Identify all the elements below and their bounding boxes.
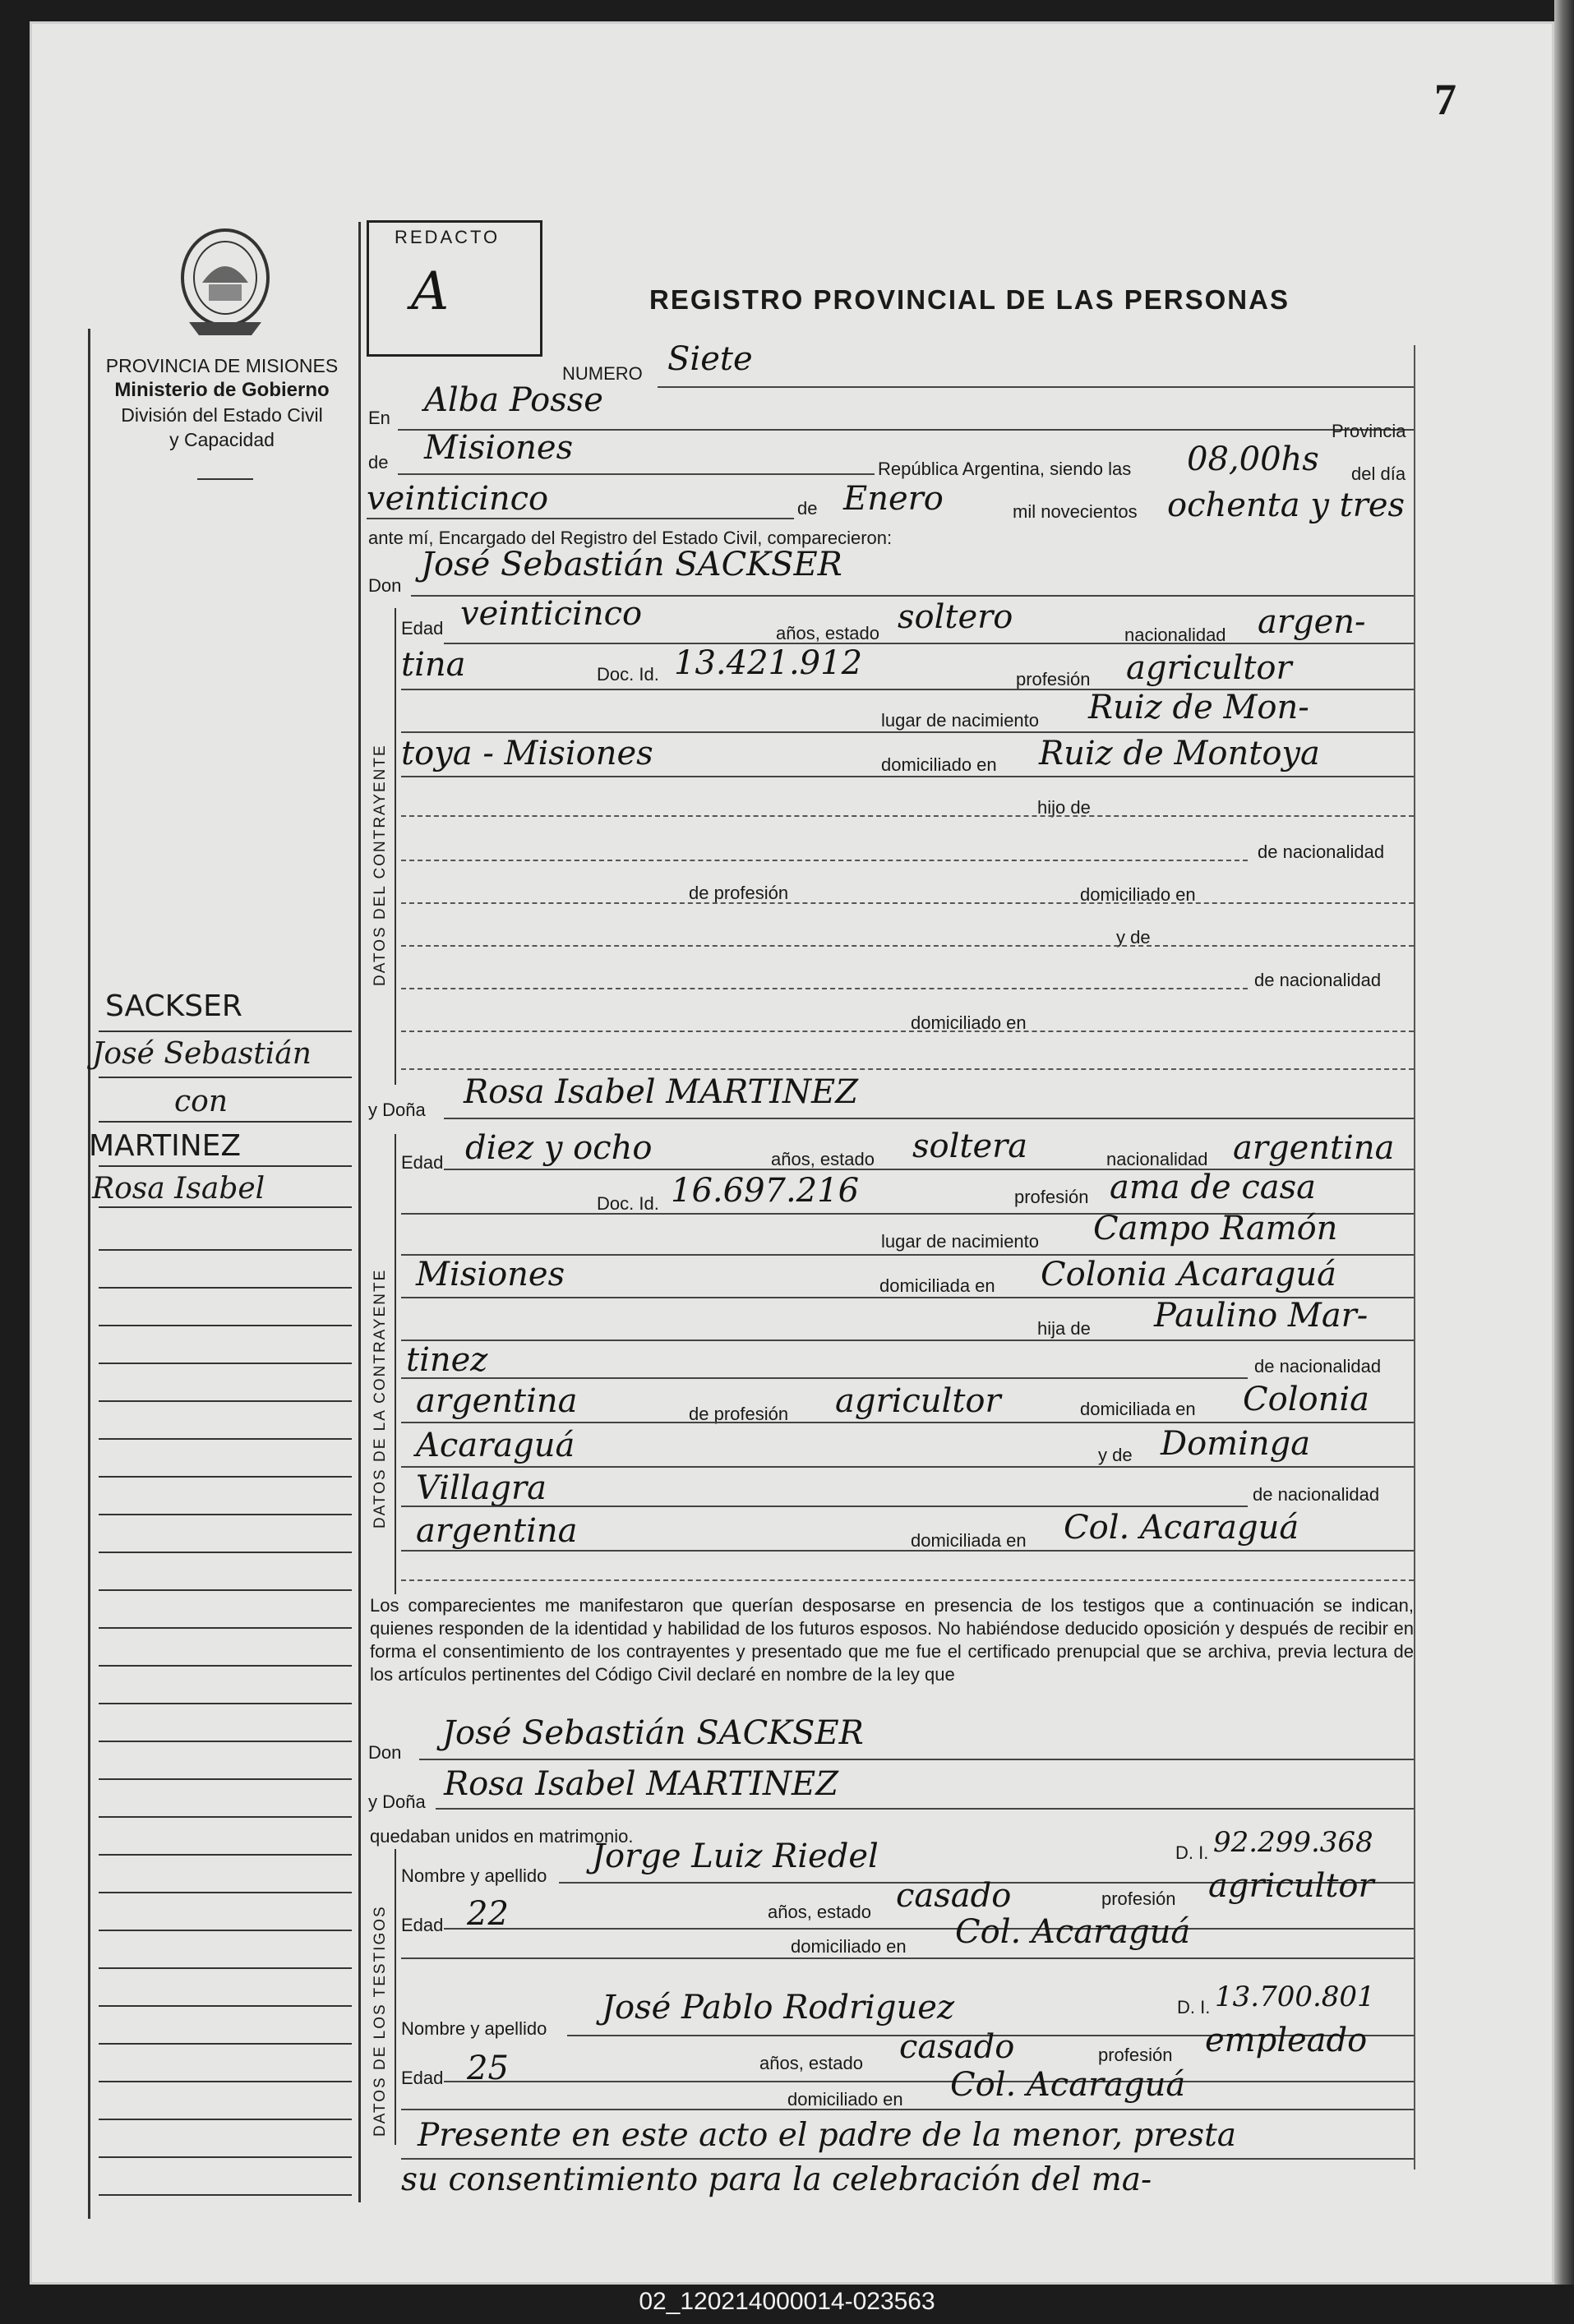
margin-rule xyxy=(99,1325,352,1326)
witness1-profession: agricultor xyxy=(1208,1867,1374,1905)
field-line xyxy=(401,1506,1248,1507)
domiciliada-en-label-2: domiciliada en xyxy=(911,1530,1027,1551)
de-nacionalidad-label: de nacionalidad xyxy=(1258,842,1385,862)
note-line-2: su consentimiento para la celebración del ma- xyxy=(401,2161,1152,2198)
field-line xyxy=(444,2081,1414,2082)
margin-rule xyxy=(99,1816,352,1818)
margin-rule xyxy=(99,1552,352,1553)
witness2-profession: empleado xyxy=(1205,2022,1368,2059)
localidad-value: Alba Posse xyxy=(424,381,603,419)
mother-domicile: Col. Acaraguá xyxy=(1064,1509,1299,1547)
father-domicile-2: Acaraguá xyxy=(416,1427,575,1464)
groom-birthplace-2: toya - Misiones xyxy=(401,735,653,772)
dia-value: veinticinco xyxy=(367,480,549,518)
margin-rule xyxy=(99,1589,352,1591)
lugar-label: lugar de nacimiento xyxy=(881,1231,1040,1252)
field-line xyxy=(444,1928,1414,1930)
anos-estado-label: años, estado xyxy=(759,2053,863,2073)
groom-name: José Sebastián SACKSER xyxy=(421,546,842,583)
margin-con: con xyxy=(174,1085,228,1118)
field-line xyxy=(401,988,1248,989)
y-de-label: y de xyxy=(1116,927,1151,948)
field-line xyxy=(401,731,1414,733)
field-line xyxy=(401,945,1414,947)
division-name: División del Estado Civil xyxy=(121,404,323,426)
father-name: Paulino Mar- xyxy=(1154,1297,1369,1335)
groom-name-declared: José Sebastián SACKSER xyxy=(442,1714,864,1752)
margin-surname-groom: SACKSER xyxy=(105,989,242,1023)
margin-rule xyxy=(99,1892,352,1893)
field-line xyxy=(401,860,1248,861)
dona-label: y Doña xyxy=(368,1100,426,1120)
groom-doc: 13.421.912 xyxy=(674,644,863,682)
groom-profession: agricultor xyxy=(1126,649,1292,687)
margin-border xyxy=(88,329,90,2219)
province-name: PROVINCIA DE MISIONES xyxy=(105,355,339,376)
field-line xyxy=(436,1808,1414,1810)
groom-age: veinticinco xyxy=(460,595,643,633)
redacto-label: REDACTO xyxy=(395,227,501,247)
margin-rule xyxy=(99,2194,352,2196)
groom-nationality: argen- xyxy=(1258,603,1366,641)
edad-label: Edad xyxy=(401,618,444,639)
field-line xyxy=(401,1068,1414,1070)
page-number: 7 xyxy=(1434,75,1456,124)
profesion-label: profesión xyxy=(1101,1888,1176,1909)
scan-footer xyxy=(0,2285,1574,2324)
nacionalidad-label: nacionalidad xyxy=(1106,1149,1208,1169)
redacto-initials: A xyxy=(411,261,450,322)
edad-label: Edad xyxy=(401,1915,444,1935)
profesion-label: profesión xyxy=(1014,1187,1089,1207)
witness2-age: 25 xyxy=(467,2050,509,2087)
domiciliada-en-label: domiciliada en xyxy=(1080,1399,1196,1419)
section-bracket xyxy=(395,1849,396,2145)
field-line xyxy=(444,1118,1414,1119)
numero-label: NUMERO xyxy=(562,363,643,384)
margin-rule xyxy=(99,1741,352,1742)
field-line xyxy=(401,815,1414,817)
field-line xyxy=(444,643,1414,644)
republica-label: República Argentina, siendo las xyxy=(878,459,1132,479)
field-line xyxy=(401,1550,1414,1552)
provincia-value: Misiones xyxy=(424,429,574,467)
margin-rule xyxy=(99,2081,352,2082)
en-label: En xyxy=(368,408,390,428)
bride-profession: ama de casa xyxy=(1110,1169,1316,1206)
margin-rule xyxy=(99,1077,352,1078)
margin-rule xyxy=(99,1287,352,1289)
edad-label: Edad xyxy=(401,2068,444,2088)
margin-rule xyxy=(99,1778,352,1780)
field-line xyxy=(401,776,1414,777)
anio-value: ochenta y tres xyxy=(1167,486,1406,524)
anos-estado-label: años, estado xyxy=(776,623,879,643)
field-line xyxy=(401,1579,1414,1581)
field-line xyxy=(401,1031,1414,1032)
margin-rule xyxy=(99,1400,352,1402)
edad-label: Edad xyxy=(401,1152,444,1173)
mes-value: Enero xyxy=(843,480,944,518)
declaration-text: Los comparecientes me manifestaron que querían desposarse en presencia de los testigos que a continuación se indican, quienes responden de la identidad y habilidad de los futuros esposos. No habiéndose deducido oposición y después de recibir en forma el consentimiento de los contrayentes y presentado que me fue el certificado prenupcial que se archiva, previa lectura de los artículos pertinentes del Código Civil declaré en nombre de la ley que xyxy=(370,1595,1414,1685)
witness2-name: José Pablo Rodriguez xyxy=(602,1989,955,2027)
bride-name-declared: Rosa Isabel MARTINEZ xyxy=(444,1765,838,1803)
margin-rule xyxy=(99,1665,352,1667)
field-line xyxy=(398,473,875,475)
margin-rule xyxy=(99,1514,352,1515)
field-line xyxy=(401,1466,1414,1468)
domiciliado-en-label: domiciliado en xyxy=(1080,884,1196,905)
hijo-label: hijo de xyxy=(1037,797,1091,818)
profesion-label: profesión xyxy=(1098,2045,1173,2065)
field-line xyxy=(401,1957,1414,1959)
domiciliado-en-label-2: domiciliado en xyxy=(911,1012,1027,1033)
father-nationality: argentina xyxy=(416,1382,578,1420)
mil-label: mil novecientos xyxy=(1013,501,1138,522)
witness1-di: 92.299.368 xyxy=(1213,1826,1373,1859)
margin-rule xyxy=(99,2043,352,2045)
de-nacionalidad-label-2: de nacionalidad xyxy=(1254,970,1382,990)
doc-label: Doc. Id. xyxy=(597,1193,659,1214)
y-de-label: y de xyxy=(1098,1445,1133,1465)
section-bracket xyxy=(395,1134,396,1594)
dona-label-2: y Doña xyxy=(368,1791,426,1812)
domiciliado-label: domiciliado en xyxy=(787,2089,903,2110)
witness2-status: casado xyxy=(899,2028,1015,2066)
margin-name-groom: José Sebastián xyxy=(92,1037,312,1071)
di-label: D. I. xyxy=(1177,1997,1211,2017)
column-border xyxy=(358,222,361,2202)
margin-rule xyxy=(99,2119,352,2120)
domiciliada-label: domiciliada en xyxy=(879,1275,995,1296)
nombre-label: Nombre y apellido xyxy=(401,2018,547,2039)
margin-rule xyxy=(99,1967,352,1969)
father-name-2: tinez xyxy=(406,1341,488,1379)
lugar-label: lugar de nacimiento xyxy=(881,710,1040,731)
field-line xyxy=(401,1340,1414,1341)
groom-nationality-2: tina xyxy=(401,646,466,684)
groom-birthplace: Ruiz de Mon- xyxy=(1088,689,1309,726)
margin-surname-bride: MARTINEZ xyxy=(89,1129,242,1163)
groom-section-label: DATOS DEL CONTRAYENTE xyxy=(372,744,389,986)
witness1-age: 22 xyxy=(467,1895,509,1933)
hora-value: 08,00hs xyxy=(1187,440,1319,478)
witness2-di: 13.700.801 xyxy=(1215,1980,1375,2013)
field-line xyxy=(658,386,1414,388)
margin-rule xyxy=(99,1930,352,1931)
margin-rule xyxy=(99,1627,352,1629)
field-line xyxy=(401,2158,1414,2160)
father-profession: agricultor xyxy=(835,1382,1001,1420)
form-border xyxy=(1414,345,1415,2170)
di-label: D. I. xyxy=(1175,1842,1209,1863)
de-profesion-label: de profesión xyxy=(689,1404,789,1424)
groom-status: soltero xyxy=(898,598,1013,636)
domiciliado-label: domiciliado en xyxy=(881,754,997,775)
father-domicile: Colonia xyxy=(1243,1381,1369,1418)
section-bracket xyxy=(395,608,396,1085)
margin-rule xyxy=(99,1438,352,1440)
mother-name-2: Villagra xyxy=(416,1469,547,1507)
don-label: Don xyxy=(368,575,402,596)
witness2-domicile: Col. Acaraguá xyxy=(950,2066,1186,2104)
margin-rule xyxy=(99,1165,352,1167)
field-line xyxy=(419,1759,1414,1760)
bride-doc: 16.697.216 xyxy=(671,1172,860,1210)
field-line xyxy=(401,902,1414,904)
bride-birthplace-2: Misiones xyxy=(416,1256,565,1293)
anos-estado-label: años, estado xyxy=(771,1149,875,1169)
bride-status: soltera xyxy=(912,1127,1028,1165)
anos-estado-label: años, estado xyxy=(768,1902,871,1922)
bride-domicile: Colonia Acaraguá xyxy=(1041,1256,1336,1293)
del-dia-label: del día xyxy=(1351,463,1406,484)
margin-rule xyxy=(99,1249,352,1251)
margin-name-bride: Rosa Isabel xyxy=(92,1172,265,1206)
bride-birthplace: Campo Ramón xyxy=(1093,1210,1338,1247)
divider xyxy=(197,478,253,480)
margin-rule xyxy=(99,2005,352,2007)
doc-label: Doc. Id. xyxy=(597,664,659,685)
witness1-status: casado xyxy=(896,1877,1012,1915)
margin-rule xyxy=(99,1121,352,1123)
margin-rule xyxy=(99,1854,352,1856)
domiciliado-label: domiciliado en xyxy=(791,1936,907,1957)
margin-rule xyxy=(99,1703,352,1704)
groom-domicile: Ruiz de Montoya xyxy=(1039,735,1320,772)
witnesses-section-label: DATOS DE LOS TESTIGOS xyxy=(372,1905,389,2137)
don-label-2: Don xyxy=(368,1742,402,1763)
profesion-label: profesión xyxy=(1016,669,1091,689)
bride-age: diez y ocho xyxy=(465,1129,653,1167)
provincia-label: Provincia xyxy=(1332,421,1406,441)
mother-name: Dominga xyxy=(1161,1425,1311,1463)
de-profesion-label: de profesión xyxy=(689,883,789,903)
witness1-domicile: Col. Acaraguá xyxy=(955,1913,1191,1951)
hija-label: hija de xyxy=(1037,1318,1091,1339)
bride-name: Rosa Isabel MARTINEZ xyxy=(464,1073,858,1111)
nacionalidad-label: nacionalidad xyxy=(1124,625,1226,645)
numero-value: Siete xyxy=(667,340,753,378)
de-label-2: de xyxy=(797,498,818,519)
de-label: de xyxy=(368,452,389,473)
margin-rule xyxy=(99,2156,352,2158)
page-edge xyxy=(1554,0,1574,2324)
nombre-label: Nombre y apellido xyxy=(401,1865,547,1886)
margin-rule xyxy=(99,1031,352,1032)
married-statement: quedaban unidos en matrimonio. xyxy=(370,1826,634,1847)
issuer-block xyxy=(86,353,358,452)
division-name-2: y Capacidad xyxy=(169,429,275,450)
field-line xyxy=(367,518,794,519)
de-nacionalidad-label-2: de nacionalidad xyxy=(1253,1484,1380,1505)
provincial-seal-icon xyxy=(173,225,278,340)
bride-section-label: DATOS DE LA CONTRAYENTE xyxy=(372,1268,389,1529)
bride-nationality: argentina xyxy=(1233,1129,1395,1167)
note-line-1: Presente en este acto el padre de la menor, presta xyxy=(418,2117,1237,2154)
field-line xyxy=(401,1377,1248,1379)
scan-id: 02_120214000014-023563 xyxy=(639,2288,935,2315)
field-line xyxy=(401,1422,1414,1423)
margin-rule xyxy=(99,1476,352,1478)
margin-rule xyxy=(99,1206,352,1208)
mother-nationality: argentina xyxy=(416,1512,578,1550)
field-line xyxy=(401,2109,1414,2110)
witness1-name: Jorge Luiz Riedel xyxy=(592,1838,879,1875)
margin-rule xyxy=(99,1363,352,1364)
ante-label: ante mí, Encargado del Registro del Estado Civil, comparecieron: xyxy=(368,528,893,548)
de-nacionalidad-label: de nacionalidad xyxy=(1254,1356,1382,1376)
ministry-name: Ministerio de Gobierno xyxy=(114,379,330,401)
form-title: REGISTRO PROVINCIAL DE LAS PERSONAS xyxy=(649,284,1290,315)
